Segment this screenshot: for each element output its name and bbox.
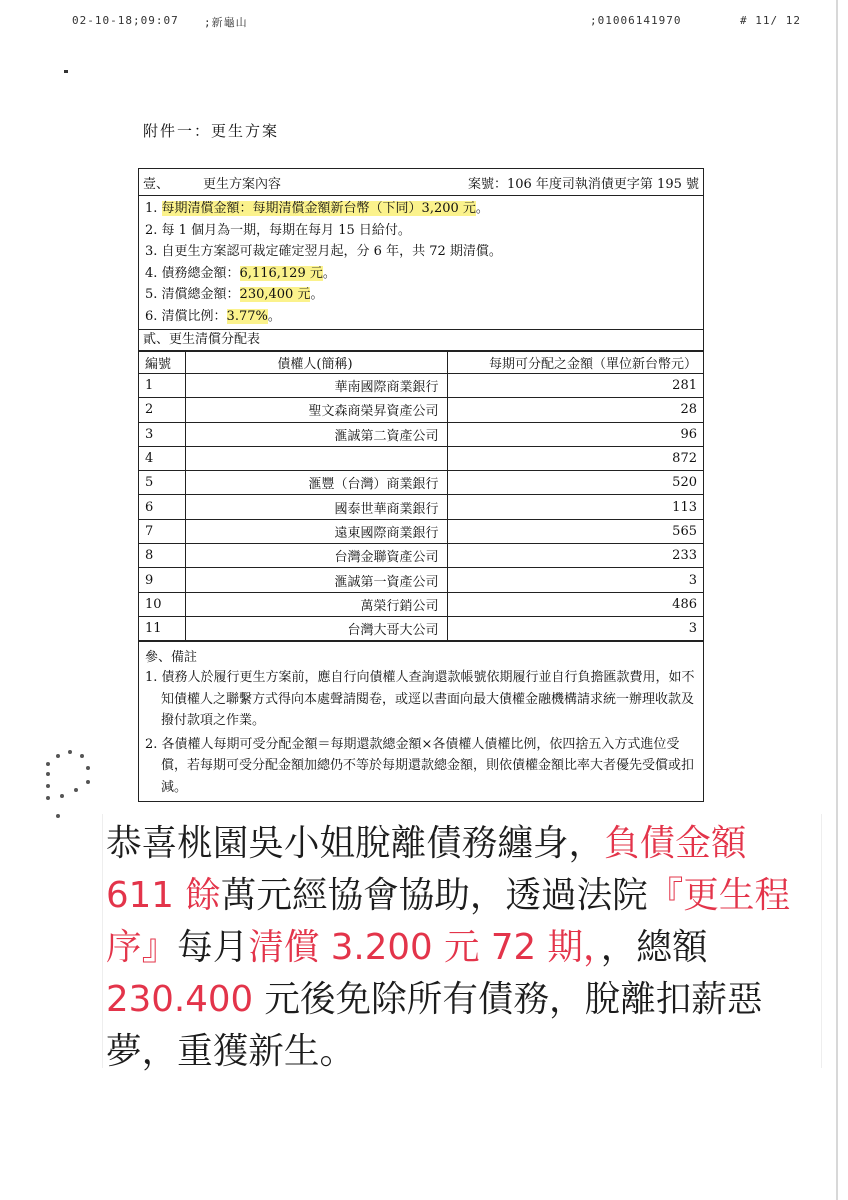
plan-item [145, 241, 697, 263]
note-1: 1. 債務人於履行更生方案前，應自行向債權人查詢還款帳號依期履行並自行負擔匯款費用，如不知債權人之聯繫方式得向本處聲請閱卷，或逕以書面向最大債權金融機構請求統一辦理收款及撥付款項之作業。 [145, 670, 695, 729]
caption-part-1: 恭喜桃園吳小姐脫離債務纏身， [106, 823, 605, 864]
notes-section [139, 641, 703, 802]
cell-no: 8 [139, 544, 185, 568]
cell-no: 3 [139, 422, 185, 446]
caption-comma: ， [583, 927, 601, 968]
cell-creditor: 滙豐（台灣）商業銀行 [185, 471, 447, 495]
cell-no: 7 [139, 519, 185, 543]
cell-no: 2 [139, 398, 185, 422]
cell-creditor: 聖文森商榮昇資產公司 [185, 398, 447, 422]
plan-item [145, 263, 697, 285]
table-row [139, 616, 703, 640]
cell-no: 9 [139, 568, 185, 592]
cell-amount: 872 [447, 446, 703, 470]
table-row [139, 519, 703, 543]
plan-item-highlight: 230,400 元 [239, 287, 311, 302]
plan-item-text: 4. 債務總金額： [145, 265, 240, 281]
plan-item-text: 6. 清償比例： [145, 308, 227, 324]
table-row [139, 398, 703, 422]
plan-item-tail: 。 [267, 308, 281, 324]
section3-title: 參、備註 [145, 650, 198, 666]
fax-number: ;01006141970 [590, 14, 682, 27]
col-header-amount: 每期可分配之金額（單位新台幣元） [447, 352, 703, 374]
cell-no: 11 [139, 616, 185, 640]
plan-items [139, 196, 703, 330]
caption-payment: 清償 3.200 元 72 期 [248, 927, 583, 968]
cell-amount: 281 [447, 374, 703, 398]
table-row [139, 374, 703, 398]
table-row [139, 422, 703, 446]
scan-mark [64, 70, 68, 73]
cell-amount: 233 [447, 544, 703, 568]
table-row [139, 592, 703, 616]
col-header-no: 編號 [139, 352, 185, 374]
caption-part-3: 每月 [177, 927, 249, 968]
distribution-table [139, 351, 703, 641]
table-row [139, 568, 703, 592]
plan-item-highlight: 3.77% [226, 308, 268, 324]
plan-item-highlight: 每期清償金額：每期清償金額新台幣（下同）3,200 元 [161, 201, 476, 216]
table-row [139, 471, 703, 495]
plan-item [145, 284, 697, 306]
scan-edge [836, 0, 838, 1200]
cell-creditor: 滙誠第二資產公司 [185, 422, 447, 446]
plan-item [145, 220, 697, 242]
fax-page: # 11/ 12 [740, 14, 801, 27]
table-row [139, 544, 703, 568]
plan-item-text: 2. 每 1 個月為一期，每期在每月 15 日給付。 [145, 222, 411, 238]
cell-no: 6 [139, 495, 185, 519]
plan-header [139, 169, 703, 196]
cell-amount: 565 [447, 519, 703, 543]
caption-debt-amount: 負債金額 611 餘 [106, 823, 747, 916]
cell-creditor: 滙誠第一資產公司 [185, 568, 447, 592]
table-header-row [139, 352, 703, 374]
cell-creditor: 萬榮行銷公司 [185, 592, 447, 616]
promo-caption [106, 818, 816, 1070]
cell-creditor: 華南國際商業銀行 [185, 374, 447, 398]
section2-title: 貳、更生清償分配表 [139, 330, 703, 351]
cell-creditor: 台灣金聯資產公司 [185, 544, 447, 568]
cell-no: 4 [139, 446, 185, 470]
table-row [139, 446, 703, 470]
cell-creditor: 遠東國際商業銀行 [185, 519, 447, 543]
cell-amount: 520 [447, 471, 703, 495]
cell-amount: 3 [447, 616, 703, 640]
cell-amount: 28 [447, 398, 703, 422]
caption-part-2: 萬元經協會協助，透過法院 [220, 875, 648, 916]
caption-part-5: 元後免除所有債務，脫離扣薪惡夢，重獲新生。 [106, 979, 763, 1072]
col-header-creditor: 債權人(簡稱) [185, 352, 447, 374]
case-number: 案號：106 年度司執消債更字第 195 號 [467, 176, 699, 192]
table-row [139, 495, 703, 519]
plan-item-tail: 。 [310, 287, 324, 302]
section1-label: 壹、 [143, 176, 170, 192]
plan-item [145, 306, 697, 328]
note-2: 2. 各債權人每期可受分配金額＝每期還款總金額×各債權人債權比例，依四捨五入方式進位受償，若每期可受分配金額加總仍不等於每期還款總金額，則依債權金額比率大者優先受償或扣減。 [145, 736, 695, 795]
cell-creditor [185, 446, 447, 470]
cell-amount: 113 [447, 495, 703, 519]
fax-location: ;新龜山 [204, 16, 248, 29]
caption-part-4: ，總額 [600, 927, 708, 968]
cell-no: 5 [139, 471, 185, 495]
cell-no: 1 [139, 374, 185, 398]
plan-item-highlight: 6,116,129 元 [239, 265, 323, 281]
cell-creditor: 國泰世華商業銀行 [185, 495, 447, 519]
attachment-title: 附件一：更生方案 [143, 122, 280, 140]
plan-item-text: 5. 清償總金額： [145, 287, 240, 302]
caption-procedure: 『更生程序』 [106, 875, 791, 968]
cell-amount: 96 [447, 422, 703, 446]
cell-amount: 486 [447, 592, 703, 616]
scan-speckles [44, 748, 94, 818]
plan-item [145, 198, 697, 220]
fax-datetime: 02-10-18;09:07 [72, 14, 179, 27]
cell-amount: 3 [447, 568, 703, 592]
cell-no: 10 [139, 592, 185, 616]
plan-frame [138, 168, 704, 802]
caption-total: 230.400 [106, 979, 254, 1020]
plan-item-tail: 。 [475, 201, 489, 216]
section1-title: 更生方案內容 [203, 176, 282, 192]
cell-creditor: 台灣大哥大公司 [185, 616, 447, 640]
plan-item-text: 1. [145, 201, 162, 216]
plan-item-text: 3. 自更生方案認可裁定確定翌月起，分 6 年，共 72 期清償。 [145, 244, 502, 259]
plan-item-tail: 。 [322, 265, 336, 281]
